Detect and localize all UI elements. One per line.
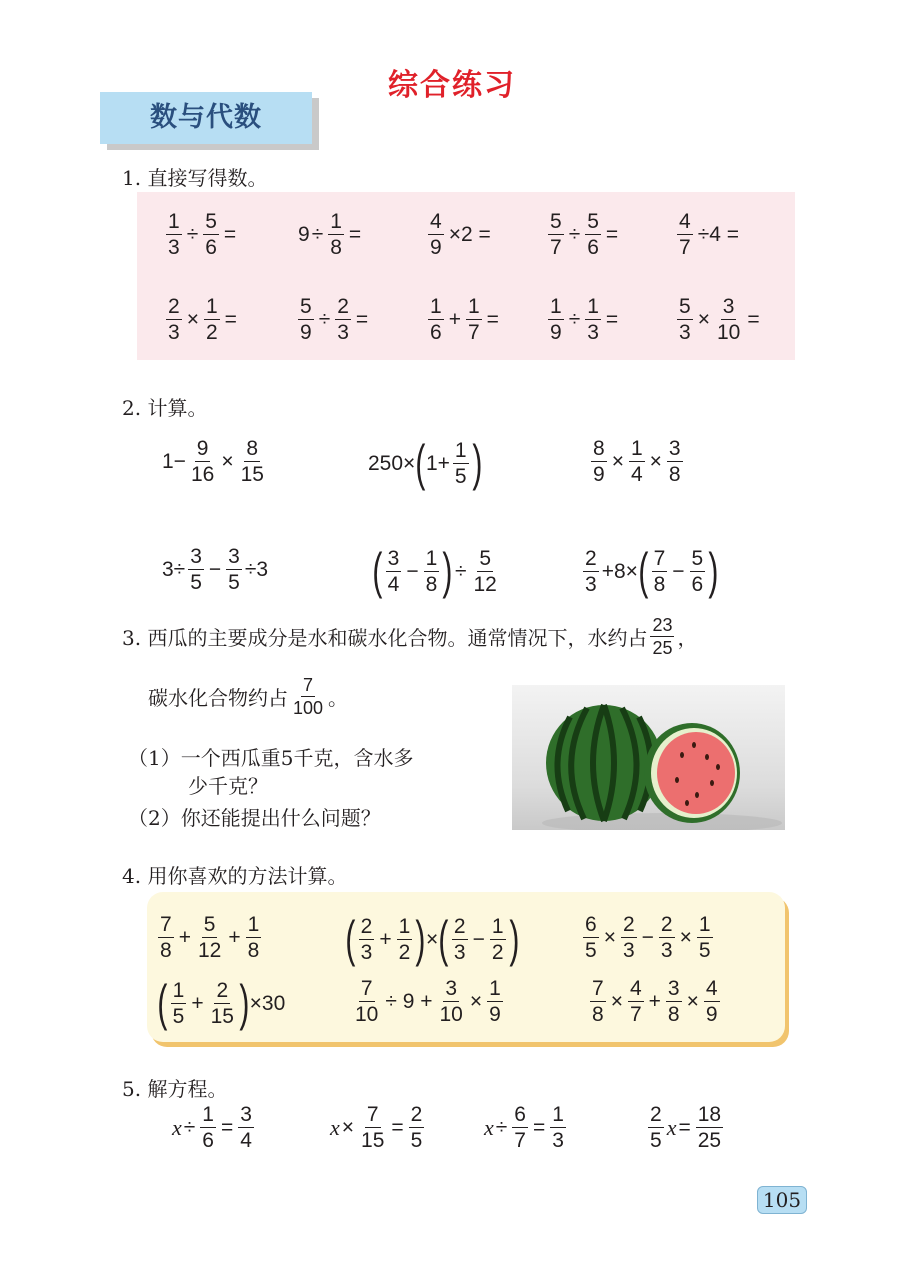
q4-expr-1: $\frac{7}{8}$ + $\frac{5}{12}$ + $\frac{1}{8}$ [160, 913, 260, 962]
q3-carb-fraction [291, 676, 325, 717]
q5-equation-2: x × $\frac{7}{15}$ = $\frac{2}{5}$ [330, 1103, 423, 1152]
q3-period: 。 [328, 686, 349, 710]
watermelon-photo [512, 685, 785, 830]
page-number: 105 [757, 1186, 807, 1214]
q3-sub1-line2: 少千克？ [188, 774, 268, 798]
q2-heading: 2. 计算。 [122, 396, 208, 420]
q4-expr-4: ( $\frac{1}{5}$ + $\frac{2}{15}$ ) ×30 [157, 975, 286, 1031]
q5-heading: 5. 解方程。 [122, 1077, 228, 1101]
q5-equation-3: x ÷ $\frac{6}{7}$ = $\frac{1}{3}$ [484, 1103, 564, 1152]
q3-sub2: （2）你还能提出什么问题？ [128, 806, 381, 830]
q1-expr-4: $\frac{5}{7}$ ÷ $\frac{5}{6}$ = [550, 210, 619, 259]
q3-sub1-line1: （1）一个西瓜重5千克，含水多 [128, 746, 414, 770]
q2-expr-5: ( $\frac{3}{4}$ − $\frac{1}{8}$ ) ÷ $\frac{5}{12}$ [372, 543, 497, 599]
q4-expr-2: ( $\frac{2}{3}$ + $\frac{1}{2}$ ) × ( $\frac{2}{3}$ − $\frac{1}{2}$ ) [345, 911, 519, 967]
q3-water-fraction [650, 616, 674, 657]
q1-expr-10: $\frac{5}{3}$ × $\frac{3}{10}$ = [679, 295, 760, 344]
q1-expr-1: $\frac{1}{3}$ ÷ $\frac{5}{6}$ = [168, 210, 237, 259]
q5-equation-1: x ÷ $\frac{1}{6}$ = $\frac{3}{4}$ [172, 1103, 252, 1152]
q3-line2-text: 碳水化合物约占 [148, 686, 288, 710]
q3-comma: ， [677, 626, 698, 650]
q3-frac1-d: 25 [652, 638, 673, 658]
q3-frac1-n: 23 [652, 615, 673, 635]
q3-heading: 3. 西瓜的主要成分是水和碳水化合物。通常情况下，水约占 [122, 626, 648, 650]
q1-expr-5: $\frac{4}{7}$ ÷4 = [679, 210, 739, 259]
q1-expr-8: $\frac{1}{6}$ + $\frac{1}{7}$ = [430, 295, 499, 344]
q2-expr-2: 250× ( 1+ $\frac{1}{5}$ ) [368, 435, 482, 491]
q3-line2 [148, 676, 348, 717]
q1-expr-2: 9 ÷ $\frac{1}{8}$ = [298, 210, 362, 259]
q3-line1 [122, 616, 697, 657]
q5-var: x [172, 1114, 182, 1140]
q2-expr-4: 3÷ $\frac{3}{5}$ − $\frac{3}{5}$ ÷3 [162, 545, 269, 594]
q4-expr-3: $\frac{6}{5}$ × $\frac{2}{3}$ − $\frac{2}{3}$ × $\frac{1}{5}$ [585, 913, 711, 962]
q1-expr-9: $\frac{1}{9}$ ÷ $\frac{1}{3}$ = [550, 295, 619, 344]
q4-expr-5: $\frac{7}{10}$ ÷ 9 + $\frac{3}{10}$ × $\frac{1}{9}$ [355, 977, 501, 1026]
q2-expr-6: $\frac{2}{3}$ +8× ( $\frac{7}{8}$ − $\frac{5}{6}$ ) [585, 543, 719, 599]
q4-heading: 4. 用你喜欢的方法计算。 [122, 864, 348, 888]
q1-expr-3: $\frac{4}{9}$ ×2 = [430, 210, 491, 259]
q3-frac2-n: 7 [303, 675, 314, 695]
section-label: 数与代数 [150, 102, 262, 133]
q5-var: x [484, 1114, 494, 1140]
q5-equation-4: $\frac{2}{5}$ x = $\frac{18}{25}$ [650, 1103, 722, 1152]
q4-expr-6: $\frac{7}{8}$ × $\frac{4}{7}$ + $\frac{3}{8}$ × $\frac{4}{9}$ [592, 977, 718, 1026]
q5-var: x [666, 1114, 677, 1140]
q2-expr-3: $\frac{8}{9}$ × $\frac{1}{4}$ × $\frac{3}{8}$ [593, 437, 681, 486]
q5-var: x [330, 1114, 340, 1140]
q1-heading: 1. 直接写得数。 [122, 166, 268, 190]
q2-expr-1: 1− $\frac{9}{16}$ × $\frac{8}{15}$ [162, 437, 264, 486]
q1-expr-6: $\frac{2}{3}$ × $\frac{1}{2}$ = [168, 295, 237, 344]
page-title: 综合练习 [388, 68, 516, 103]
q1-expr-7: $\frac{5}{9}$ ÷ $\frac{2}{3}$ = [300, 295, 369, 344]
section-tab [100, 92, 312, 144]
q3-frac2-d: 100 [293, 698, 324, 718]
